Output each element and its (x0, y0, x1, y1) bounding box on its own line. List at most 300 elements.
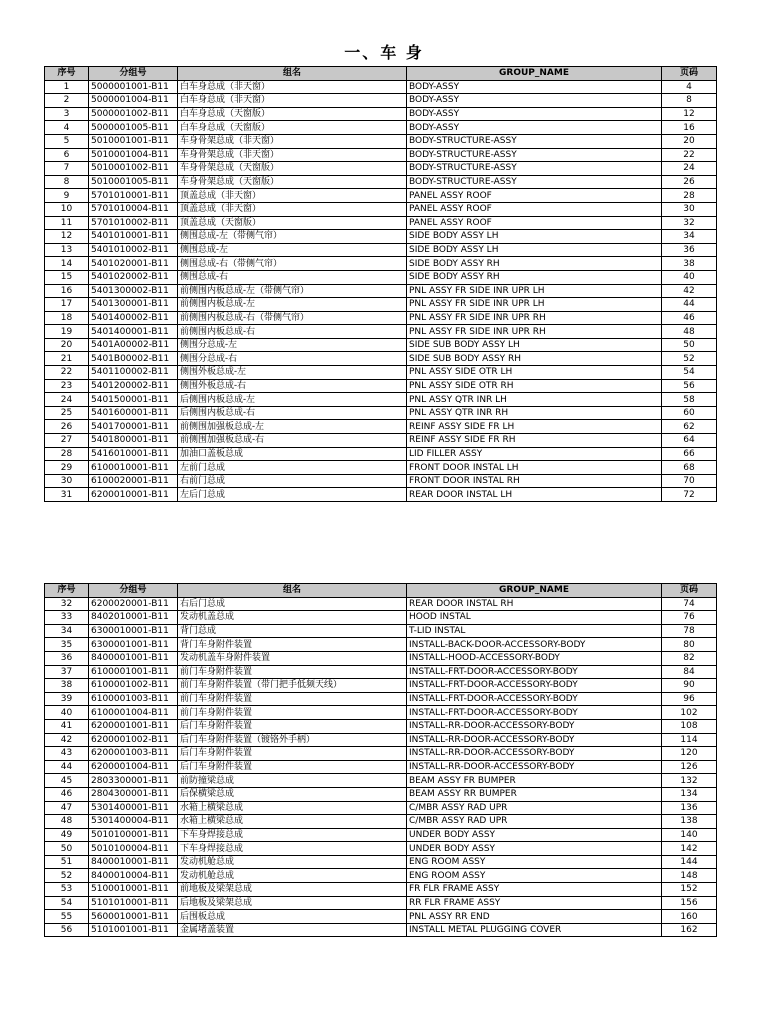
cell-no: 19 (45, 325, 89, 339)
cell-no: 33 (45, 611, 89, 625)
cell-group-name: INSTALL-RR-DOOR-ACCESSORY-BODY (407, 760, 662, 774)
cell-group-name: UNDER BODY ASSY (407, 842, 662, 856)
cell-page: 114 (662, 733, 717, 747)
table-row (45, 189, 717, 203)
cell-code: 5401700001-B11 (89, 420, 178, 434)
cell-code: 5401500001-B11 (89, 393, 178, 407)
cell-code: 6100001002-B11 (89, 679, 178, 693)
cell-name-cn: 前侧围内板总成-左 (178, 298, 407, 312)
cell-code: 6100001001-B11 (89, 665, 178, 679)
cell-code: 8400001001-B11 (89, 651, 178, 665)
table-header-row (45, 584, 717, 598)
header-page: 页码 (662, 67, 717, 81)
cell-code: 6200001002-B11 (89, 733, 178, 747)
table-row (45, 896, 717, 910)
header-no: 序号 (45, 67, 89, 81)
table-row (45, 325, 717, 339)
cell-group-name: REINF ASSY SIDE FR LH (407, 420, 662, 434)
cell-group-name: SIDE BODY ASSY RH (407, 257, 662, 271)
cell-page: 46 (662, 311, 717, 325)
cell-name-cn: 前门车身附件装置 (178, 692, 407, 706)
cell-group-name: C/MBR ASSY RAD UPR (407, 801, 662, 815)
table-row (45, 434, 717, 448)
cell-group-name: ENG ROOM ASSY (407, 869, 662, 883)
cell-page: 102 (662, 706, 717, 720)
cell-page: 8 (662, 94, 717, 108)
cell-no: 15 (45, 270, 89, 284)
cell-code: 6100001003-B11 (89, 692, 178, 706)
cell-group-name: PNL ASSY QTR INR RH (407, 406, 662, 420)
header-code: 分组号 (89, 584, 178, 598)
table-row (45, 121, 717, 135)
cell-page: 36 (662, 243, 717, 257)
cell-group-name: PNL ASSY FR SIDE INR UPR RH (407, 325, 662, 339)
cell-name-cn: 水箱上横梁总成 (178, 801, 407, 815)
page-title: 一、车 身 (344, 43, 424, 62)
cell-name-cn: 发动机舱总成 (178, 855, 407, 869)
cell-name-cn: 后地板及梁架总成 (178, 896, 407, 910)
cell-no: 13 (45, 243, 89, 257)
cell-group-name: T-LID INSTAL (407, 624, 662, 638)
cell-page: 126 (662, 760, 717, 774)
table-row (45, 162, 717, 176)
cell-group-name: BODY-STRUCTURE-ASSY (407, 148, 662, 162)
cell-group-name: REINF ASSY SIDE FR RH (407, 434, 662, 448)
cell-code: 6300001001-B11 (89, 638, 178, 652)
cell-no: 53 (45, 883, 89, 897)
cell-page: 134 (662, 787, 717, 801)
cell-no: 49 (45, 828, 89, 842)
cell-name-cn: 前门车身附件装置 (178, 665, 407, 679)
cell-no: 36 (45, 651, 89, 665)
cell-no: 34 (45, 624, 89, 638)
cell-page: 108 (662, 719, 717, 733)
cell-page: 52 (662, 352, 717, 366)
cell-name-cn: 下车身焊接总成 (178, 842, 407, 856)
table-row (45, 679, 717, 693)
cell-group-name: BODY-ASSY (407, 107, 662, 121)
cell-no: 52 (45, 869, 89, 883)
cell-page: 16 (662, 121, 717, 135)
table-row (45, 910, 717, 924)
cell-name-cn: 侧围总成-右 (178, 270, 407, 284)
cell-code: 8402010001-B11 (89, 611, 178, 625)
table-header-row (45, 67, 717, 81)
cell-name-cn: 白车身总成（非天窗） (178, 94, 407, 108)
cell-group-name: C/MBR ASSY RAD UPR (407, 815, 662, 829)
cell-name-cn: 前侧围内板总成-右（带侧气帘） (178, 311, 407, 325)
cell-code: 5401600001-B11 (89, 406, 178, 420)
cell-no: 4 (45, 121, 89, 135)
cell-page: 136 (662, 801, 717, 815)
cell-page: 70 (662, 474, 717, 488)
cell-name-cn: 侧围外板总成-右 (178, 379, 407, 393)
cell-code: 6100001004-B11 (89, 706, 178, 720)
table-row (45, 611, 717, 625)
table-row (45, 352, 717, 366)
cell-no: 41 (45, 719, 89, 733)
cell-page: 12 (662, 107, 717, 121)
cell-page: 48 (662, 325, 717, 339)
cell-no: 11 (45, 216, 89, 230)
table-row (45, 488, 717, 502)
cell-code: 5401020001-B11 (89, 257, 178, 271)
cell-code: 6200001003-B11 (89, 747, 178, 761)
cell-page: 82 (662, 651, 717, 665)
cell-code: 6200001001-B11 (89, 719, 178, 733)
table-row (45, 869, 717, 883)
cell-code: 5010001004-B11 (89, 148, 178, 162)
table-row (45, 624, 717, 638)
cell-code: 5401800001-B11 (89, 434, 178, 448)
cell-page: 72 (662, 488, 717, 502)
table-row (45, 366, 717, 380)
cell-no: 37 (45, 665, 89, 679)
table-row (45, 148, 717, 162)
cell-no: 39 (45, 692, 89, 706)
cell-code: 5301400001-B11 (89, 801, 178, 815)
cell-no: 30 (45, 474, 89, 488)
table-row (45, 202, 717, 216)
cell-code: 5010001005-B11 (89, 175, 178, 189)
cell-code: 5401300002-B11 (89, 284, 178, 298)
cell-group-name: REAR DOOR INSTAL LH (407, 488, 662, 502)
cell-page: 90 (662, 679, 717, 693)
cell-page: 40 (662, 270, 717, 284)
cell-group-name: SIDE SUB BODY ASSY LH (407, 338, 662, 352)
cell-group-name: RR FLR FRAME ASSY (407, 896, 662, 910)
cell-no: 8 (45, 175, 89, 189)
table-row (45, 719, 717, 733)
cell-no: 46 (45, 787, 89, 801)
cell-no: 20 (45, 338, 89, 352)
cell-name-cn: 侧围总成-左 (178, 243, 407, 257)
cell-no: 56 (45, 923, 89, 937)
cell-no: 38 (45, 679, 89, 693)
cell-code: 5000001002-B11 (89, 107, 178, 121)
cell-name-cn: 前侧围加强板总成-左 (178, 420, 407, 434)
cell-code: 5401400001-B11 (89, 325, 178, 339)
cell-no: 9 (45, 189, 89, 203)
cell-code: 5401300001-B11 (89, 298, 178, 312)
cell-code: 6200001004-B11 (89, 760, 178, 774)
table-row (45, 243, 717, 257)
cell-page: 50 (662, 338, 717, 352)
table-row (45, 257, 717, 271)
cell-page: 152 (662, 883, 717, 897)
cell-no: 47 (45, 801, 89, 815)
cell-name-cn: 下车身焊接总成 (178, 828, 407, 842)
header-name-cn: 组名 (178, 584, 407, 598)
cell-name-cn: 加油口盖板总成 (178, 447, 407, 461)
table-row (45, 815, 717, 829)
cell-code: 2803300001-B11 (89, 774, 178, 788)
table-row (45, 175, 717, 189)
cell-name-cn: 后侧围内板总成-右 (178, 406, 407, 420)
cell-group-name: INSTALL-FRT-DOOR-ACCESSORY-BODY (407, 679, 662, 693)
table-row (45, 216, 717, 230)
cell-name-cn: 顶盖总成（天窗版） (178, 216, 407, 230)
cell-no: 54 (45, 896, 89, 910)
cell-no: 44 (45, 760, 89, 774)
table-row (45, 80, 717, 94)
cell-group-name: HOOD INSTAL (407, 611, 662, 625)
cell-no: 45 (45, 774, 89, 788)
cell-name-cn: 背门车身附件装置 (178, 638, 407, 652)
cell-name-cn: 车身骨架总成（非天窗） (178, 148, 407, 162)
table-row (45, 855, 717, 869)
cell-group-name: PNL ASSY RR END (407, 910, 662, 924)
cell-no: 50 (45, 842, 89, 856)
cell-group-name: SIDE BODY ASSY RH (407, 270, 662, 284)
cell-name-cn: 前防撞梁总成 (178, 774, 407, 788)
cell-group-name: PNL ASSY FR SIDE INR UPR LH (407, 298, 662, 312)
cell-code: 5000001001-B11 (89, 80, 178, 94)
table-row (45, 230, 717, 244)
cell-page: 20 (662, 134, 717, 148)
header-no: 序号 (45, 584, 89, 598)
cell-no: 2 (45, 94, 89, 108)
cell-name-cn: 侧围分总成-左 (178, 338, 407, 352)
cell-group-name: FRONT DOOR INSTAL LH (407, 461, 662, 475)
cell-name-cn: 前门车身附件装置（带门把手低频天线） (178, 679, 407, 693)
cell-no: 31 (45, 488, 89, 502)
cell-group-name: ENG ROOM ASSY (407, 855, 662, 869)
cell-page: 22 (662, 148, 717, 162)
cell-no: 27 (45, 434, 89, 448)
cell-group-name: FRONT DOOR INSTAL RH (407, 474, 662, 488)
cell-group-name: BODY-STRUCTURE-ASSY (407, 162, 662, 176)
cell-name-cn: 侧围外板总成-左 (178, 366, 407, 380)
cell-group-name: INSTALL-HOOD-ACCESSORY-BODY (407, 651, 662, 665)
cell-page: 54 (662, 366, 717, 380)
cell-page: 76 (662, 611, 717, 625)
table-row (45, 883, 717, 897)
cell-group-name: PNL ASSY FR SIDE INR UPR LH (407, 284, 662, 298)
table-row (45, 597, 717, 611)
cell-code: 6200010001-B11 (89, 488, 178, 502)
cell-group-name: BODY-ASSY (407, 94, 662, 108)
cell-code: 5416010001-B11 (89, 447, 178, 461)
cell-page: 60 (662, 406, 717, 420)
cell-code: 5701010002-B11 (89, 216, 178, 230)
cell-page: 34 (662, 230, 717, 244)
cell-page: 120 (662, 747, 717, 761)
cell-no: 48 (45, 815, 89, 829)
cell-name-cn: 右前门总成 (178, 474, 407, 488)
cell-group-name: BODY-ASSY (407, 80, 662, 94)
cell-name-cn: 后门车身附件装置 (178, 760, 407, 774)
table-row (45, 760, 717, 774)
cell-name-cn: 车身骨架总成（非天窗） (178, 134, 407, 148)
cell-no: 23 (45, 379, 89, 393)
cell-no: 29 (45, 461, 89, 475)
cell-name-cn: 发动机舱总成 (178, 869, 407, 883)
cell-page: 160 (662, 910, 717, 924)
cell-page: 24 (662, 162, 717, 176)
table-row (45, 298, 717, 312)
cell-code: 5101010001-B11 (89, 896, 178, 910)
cell-group-name: INSTALL-RR-DOOR-ACCESSORY-BODY (407, 733, 662, 747)
cell-no: 55 (45, 910, 89, 924)
cell-name-cn: 白车身总成（天窗版） (178, 107, 407, 121)
cell-page: 78 (662, 624, 717, 638)
cell-code: 5401200002-B11 (89, 379, 178, 393)
cell-name-cn: 车身骨架总成（天窗版） (178, 175, 407, 189)
table-row (45, 638, 717, 652)
cell-page: 66 (662, 447, 717, 461)
cell-code: 5101001001-B11 (89, 923, 178, 937)
cell-page: 162 (662, 923, 717, 937)
table-row (45, 842, 717, 856)
cell-group-name: LID FILLER ASSY (407, 447, 662, 461)
cell-page: 62 (662, 420, 717, 434)
cell-no: 17 (45, 298, 89, 312)
cell-name-cn: 前地板及梁架总成 (178, 883, 407, 897)
cell-page: 58 (662, 393, 717, 407)
cell-group-name: SIDE SUB BODY ASSY RH (407, 352, 662, 366)
table-row (45, 774, 717, 788)
cell-code: 5401100002-B11 (89, 366, 178, 380)
table-row (45, 923, 717, 937)
cell-no: 51 (45, 855, 89, 869)
cell-no: 35 (45, 638, 89, 652)
cell-name-cn: 后围板总成 (178, 910, 407, 924)
cell-no: 21 (45, 352, 89, 366)
table-row (45, 406, 717, 420)
cell-group-name: PNL ASSY SIDE OTR LH (407, 366, 662, 380)
table-row (45, 393, 717, 407)
cell-no: 32 (45, 597, 89, 611)
table-row (45, 651, 717, 665)
cell-group-name: INSTALL-FRT-DOOR-ACCESSORY-BODY (407, 706, 662, 720)
cell-code: 5000001004-B11 (89, 94, 178, 108)
cell-code: 5010001002-B11 (89, 162, 178, 176)
cell-group-name: PANEL ASSY ROOF (407, 202, 662, 216)
cell-group-name: INSTALL-RR-DOOR-ACCESSORY-BODY (407, 719, 662, 733)
cell-code: 5401020002-B11 (89, 270, 178, 284)
table-row (45, 733, 717, 747)
cell-name-cn: 后门车身附件装置（镀铬外手柄） (178, 733, 407, 747)
cell-no: 18 (45, 311, 89, 325)
table-row (45, 270, 717, 284)
cell-code: 8400010004-B11 (89, 869, 178, 883)
table-row (45, 747, 717, 761)
cell-page: 132 (662, 774, 717, 788)
cell-page: 80 (662, 638, 717, 652)
cell-no: 25 (45, 406, 89, 420)
cell-name-cn: 右后门总成 (178, 597, 407, 611)
cell-no: 43 (45, 747, 89, 761)
cell-page: 148 (662, 869, 717, 883)
cell-name-cn: 左后门总成 (178, 488, 407, 502)
cell-group-name: BODY-ASSY (407, 121, 662, 135)
cell-group-name: PANEL ASSY ROOF (407, 216, 662, 230)
cell-no: 24 (45, 393, 89, 407)
cell-page: 96 (662, 692, 717, 706)
cell-no: 26 (45, 420, 89, 434)
cell-group-name: PANEL ASSY ROOF (407, 189, 662, 203)
cell-page: 38 (662, 257, 717, 271)
cell-name-cn: 水箱上横梁总成 (178, 815, 407, 829)
cell-group-name: PNL ASSY FR SIDE INR UPR RH (407, 311, 662, 325)
cell-group-name: BODY-STRUCTURE-ASSY (407, 175, 662, 189)
cell-name-cn: 前侧围内板总成-左（带侧气帘） (178, 284, 407, 298)
cell-no: 3 (45, 107, 89, 121)
cell-page: 84 (662, 665, 717, 679)
cell-name-cn: 后保横梁总成 (178, 787, 407, 801)
cell-code: 5010100001-B11 (89, 828, 178, 842)
cell-name-cn: 后侧围内板总成-左 (178, 393, 407, 407)
cell-group-name: BODY-STRUCTURE-ASSY (407, 134, 662, 148)
parts-table-1 (44, 66, 717, 502)
cell-code: 5010001001-B11 (89, 134, 178, 148)
cell-group-name: SIDE BODY ASSY LH (407, 243, 662, 257)
table-row (45, 420, 717, 434)
cell-group-name: REAR DOOR INSTAL RH (407, 597, 662, 611)
cell-page: 4 (662, 80, 717, 94)
cell-page: 144 (662, 855, 717, 869)
table-row (45, 665, 717, 679)
parts-table-2 (44, 583, 717, 937)
cell-no: 28 (45, 447, 89, 461)
cell-code: 5010100004-B11 (89, 842, 178, 856)
cell-page: 56 (662, 379, 717, 393)
cell-no: 40 (45, 706, 89, 720)
cell-name-cn: 侧围分总成-右 (178, 352, 407, 366)
cell-name-cn: 后门车身附件装置 (178, 747, 407, 761)
cell-code: 5401B00002-B11 (89, 352, 178, 366)
cell-no: 22 (45, 366, 89, 380)
cell-group-name: UNDER BODY ASSY (407, 828, 662, 842)
cell-page: 138 (662, 815, 717, 829)
cell-group-name: BEAM ASSY FR BUMPER (407, 774, 662, 788)
table-row (45, 107, 717, 121)
table-row (45, 284, 717, 298)
header-name-cn: 组名 (178, 67, 407, 81)
cell-name-cn: 后门车身附件装置 (178, 719, 407, 733)
cell-page: 26 (662, 175, 717, 189)
cell-code: 5401010002-B11 (89, 243, 178, 257)
cell-code: 5000001005-B11 (89, 121, 178, 135)
table-row (45, 787, 717, 801)
cell-code: 5600010001-B11 (89, 910, 178, 924)
cell-name-cn: 前侧围加强板总成-右 (178, 434, 407, 448)
header-page: 页码 (662, 584, 717, 598)
cell-name-cn: 左前门总成 (178, 461, 407, 475)
cell-page: 74 (662, 597, 717, 611)
cell-page: 142 (662, 842, 717, 856)
table-row (45, 692, 717, 706)
cell-page: 64 (662, 434, 717, 448)
table-row (45, 338, 717, 352)
cell-code: 5401010001-B11 (89, 230, 178, 244)
header-group-name: GROUP_NAME (407, 584, 662, 598)
cell-name-cn: 白车身总成（天窗版） (178, 121, 407, 135)
cell-no: 42 (45, 733, 89, 747)
cell-code: 2804300001-B11 (89, 787, 178, 801)
cell-group-name: SIDE BODY ASSY LH (407, 230, 662, 244)
cell-code: 5701010004-B11 (89, 202, 178, 216)
cell-name-cn: 侧围总成-右（带侧气帘） (178, 257, 407, 271)
cell-name-cn: 车身骨架总成（天窗版） (178, 162, 407, 176)
cell-code: 5701010001-B11 (89, 189, 178, 203)
cell-group-name: BEAM ASSY RR BUMPER (407, 787, 662, 801)
table-row (45, 134, 717, 148)
cell-code: 5100010001-B11 (89, 883, 178, 897)
cell-group-name: INSTALL-FRT-DOOR-ACCESSORY-BODY (407, 692, 662, 706)
cell-no: 5 (45, 134, 89, 148)
